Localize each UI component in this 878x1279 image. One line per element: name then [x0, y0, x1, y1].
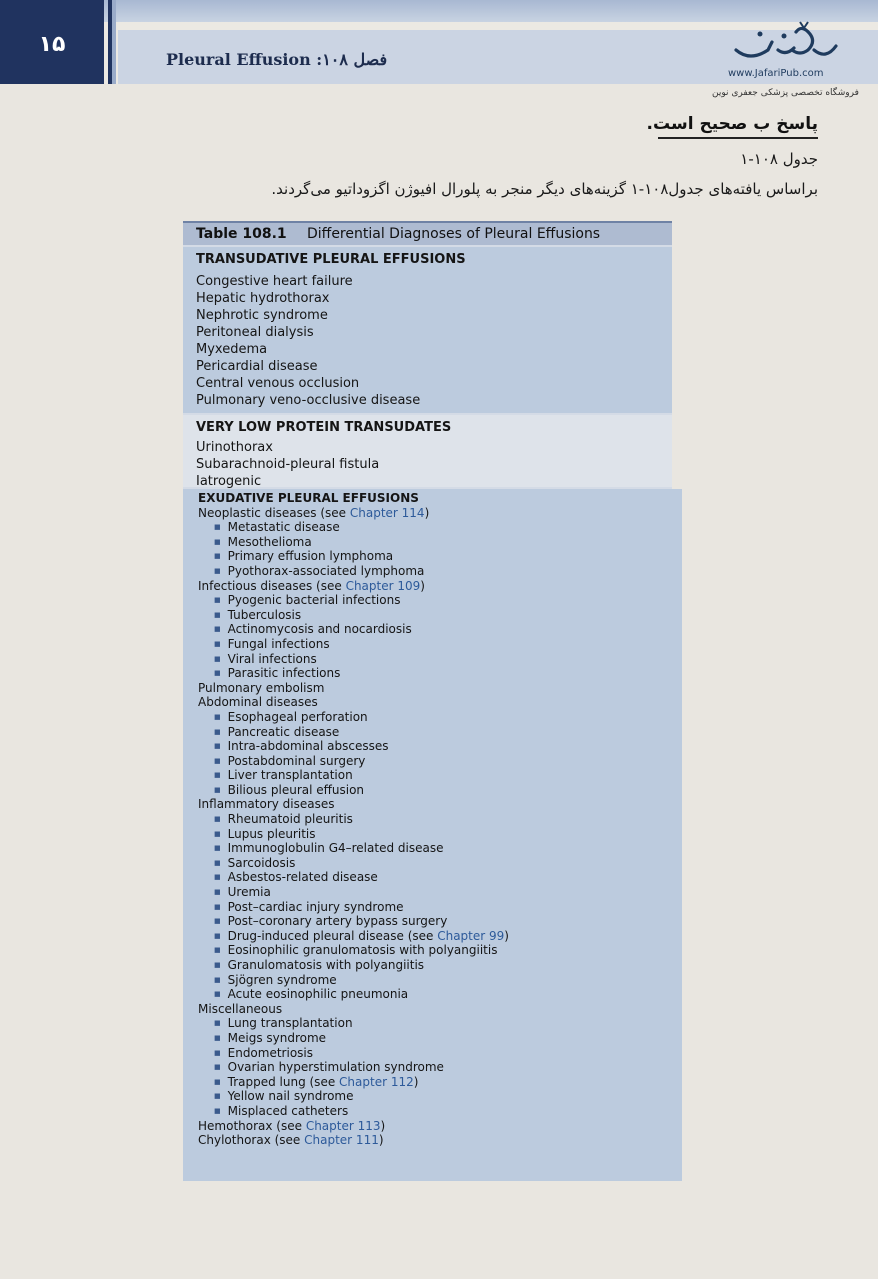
- list-item: Nephrotic syndrome: [196, 308, 328, 323]
- list-item-drug-induced: [198, 929, 509, 944]
- list-item: Myxedema: [196, 342, 268, 357]
- section-heading: TRANSUDATIVE PLEURAL EFFUSIONS: [196, 252, 466, 267]
- table-header: [183, 221, 672, 245]
- category-hemothorax: [198, 1119, 509, 1134]
- list-item: ■ Endometriosis: [198, 1046, 509, 1061]
- list-item: ■ Meigs syndrome: [198, 1031, 509, 1046]
- list-item: ■ Primary effusion lymphoma: [198, 549, 509, 564]
- chapter-link[interactable]: Chapter 111: [304, 1133, 379, 1148]
- list-item: ■ Granulomatosis with polyangiitis: [198, 958, 509, 973]
- publisher-url: www.JafariPub.com: [728, 68, 824, 79]
- paren: ): [420, 578, 425, 593]
- list-item: ■ Lung transplantation: [198, 1016, 509, 1031]
- category-infectious: [198, 579, 509, 594]
- list-item: ■ Ovarian hyperstimulation syndrome: [198, 1060, 509, 1075]
- header-divider-light: [112, 0, 116, 84]
- item-label: Drug-induced pleural disease (see: [227, 928, 438, 943]
- list-item: ■ Esophageal perforation: [198, 710, 509, 725]
- list-item: ■ Postabdominal surgery: [198, 754, 509, 769]
- paren: ): [413, 1074, 419, 1089]
- list-item: ■ Mesothelioma: [198, 535, 509, 550]
- list-item: Pericardial disease: [196, 359, 318, 374]
- list-item: ■ Viral infections: [198, 652, 509, 667]
- category-label: Chylothorax (see: [198, 1133, 305, 1148]
- list-item: ■ Pyogenic bacterial infections: [198, 593, 509, 608]
- item-label: Trapped lung (see: [227, 1074, 340, 1089]
- paren: ): [380, 1118, 386, 1133]
- chapter-link[interactable]: Chapter 99: [437, 928, 505, 943]
- list-item: ■ Pancreatic disease: [198, 725, 509, 740]
- chapter-link[interactable]: Chapter 113: [305, 1118, 381, 1133]
- table-reference: جدول ۱۰۸-۱: [740, 150, 818, 168]
- list-item: ■ Yellow nail syndrome: [198, 1089, 509, 1104]
- list-item: ■ Parasitic infections: [198, 666, 509, 681]
- category-label: Infectious diseases (see: [198, 578, 346, 593]
- list-item: Subarachnoid-pleural fistula: [196, 457, 380, 472]
- list-item: ■ Sjögren syndrome: [198, 973, 509, 988]
- list-item: ■ Lupus pleuritis: [198, 827, 509, 842]
- list-item: ■ Immunoglobulin G4–related disease: [198, 841, 509, 856]
- chapter-title-en: Pleural Effusion: [166, 50, 311, 69]
- list-item: ■ Post–coronary artery bypass surgery: [198, 914, 509, 929]
- explanation-text: براساس یافته‌های جدول۱۰۸-۱ گزینه‌های دیگر منجر به پلورال افیوژن اگزوداتیو می‌گردند.: [271, 180, 818, 198]
- category-inflammatory: Inflammatory diseases: [198, 797, 335, 812]
- list-item: ■ Liver transplantation: [198, 768, 509, 783]
- list-item: Iatrogenic: [196, 474, 262, 489]
- section-low-protein: [183, 415, 672, 487]
- list-item: ■ Rheumatoid pleuritis: [198, 812, 509, 827]
- list-item: Pulmonary veno-occlusive disease: [196, 393, 421, 408]
- differential-diagnosis-table: [183, 221, 672, 1181]
- list-item: ■ Uremia: [198, 885, 509, 900]
- list-item: ■ Bilious pleural effusion: [198, 783, 509, 798]
- header-top-strip: [0, 0, 878, 22]
- section-heading: VERY LOW PROTEIN TRANSUDATES: [196, 420, 452, 435]
- chapter-title: [166, 50, 387, 69]
- category-neoplastic: [198, 506, 509, 521]
- list-item: Urinothorax: [196, 440, 273, 455]
- page-number: ۱۵: [0, 0, 104, 84]
- paren: ): [424, 505, 430, 520]
- paren: ): [504, 928, 509, 943]
- category-label: Hemothorax (see: [198, 1118, 306, 1133]
- category-miscellaneous: Miscellaneous: [198, 1001, 283, 1016]
- list-item: Hepatic hydrothorax: [196, 291, 330, 306]
- list-item: ■ Metastatic disease: [198, 520, 509, 535]
- chapter-link[interactable]: Chapter 109: [345, 578, 421, 593]
- list-item: ■ Asbestos-related disease: [198, 870, 509, 885]
- publisher-tagline: فروشگاه تخصصی پزشکی جعفری نوین: [712, 88, 859, 98]
- answer-underline: [658, 137, 818, 139]
- category-pulmonary-embolism: Pulmonary embolism: [198, 680, 325, 695]
- list-item: ■ Pyothorax-associated lymphoma: [198, 564, 509, 579]
- publisher-logo-icon: [730, 20, 842, 66]
- table-title: Differential Diagnoses of Pleural Effusions: [307, 226, 601, 242]
- section-heading: EXUDATIVE PLEURAL EFFUSIONS: [198, 491, 419, 505]
- list-item: ■ Intra-abdominal abscesses: [198, 739, 509, 754]
- list-item: ■ Fungal infections: [198, 637, 509, 652]
- category-label: Neoplastic diseases (see: [198, 505, 350, 520]
- list-item: Peritoneal dialysis: [196, 325, 314, 340]
- section-transudative: [183, 247, 672, 413]
- chapter-link[interactable]: Chapter 114: [349, 505, 425, 520]
- list-item: ■ Acute eosinophilic pneumonia: [198, 987, 509, 1002]
- list-item: ■ Actinomycosis and nocardiosis: [198, 622, 509, 637]
- list-item: Congestive heart failure: [196, 274, 353, 289]
- answer-heading: پاسخ ب صحیح است.: [646, 114, 818, 134]
- chapter-title-fa: فصل ۱۰۸:: [316, 50, 388, 69]
- list-item: ■ Misplaced catheters: [198, 1104, 509, 1119]
- category-abdominal: Abdominal diseases: [198, 695, 318, 710]
- list-item-trapped-lung: [198, 1075, 509, 1090]
- table-label: Table 108.1: [196, 226, 287, 242]
- list-item: ■ Post–cardiac injury syndrome: [198, 900, 509, 915]
- list-item: ■ Tuberculosis: [198, 608, 509, 623]
- section-exudative: [183, 489, 682, 1181]
- list-item: Central venous occlusion: [196, 376, 360, 391]
- list-item: ■ Sarcoidosis: [198, 856, 509, 871]
- paren: ): [378, 1133, 384, 1148]
- list-item: ■ Eosinophilic granulomatosis with polyangiitis: [198, 943, 509, 958]
- chapter-link[interactable]: Chapter 112: [339, 1074, 414, 1089]
- category-chylothorax: [198, 1133, 509, 1148]
